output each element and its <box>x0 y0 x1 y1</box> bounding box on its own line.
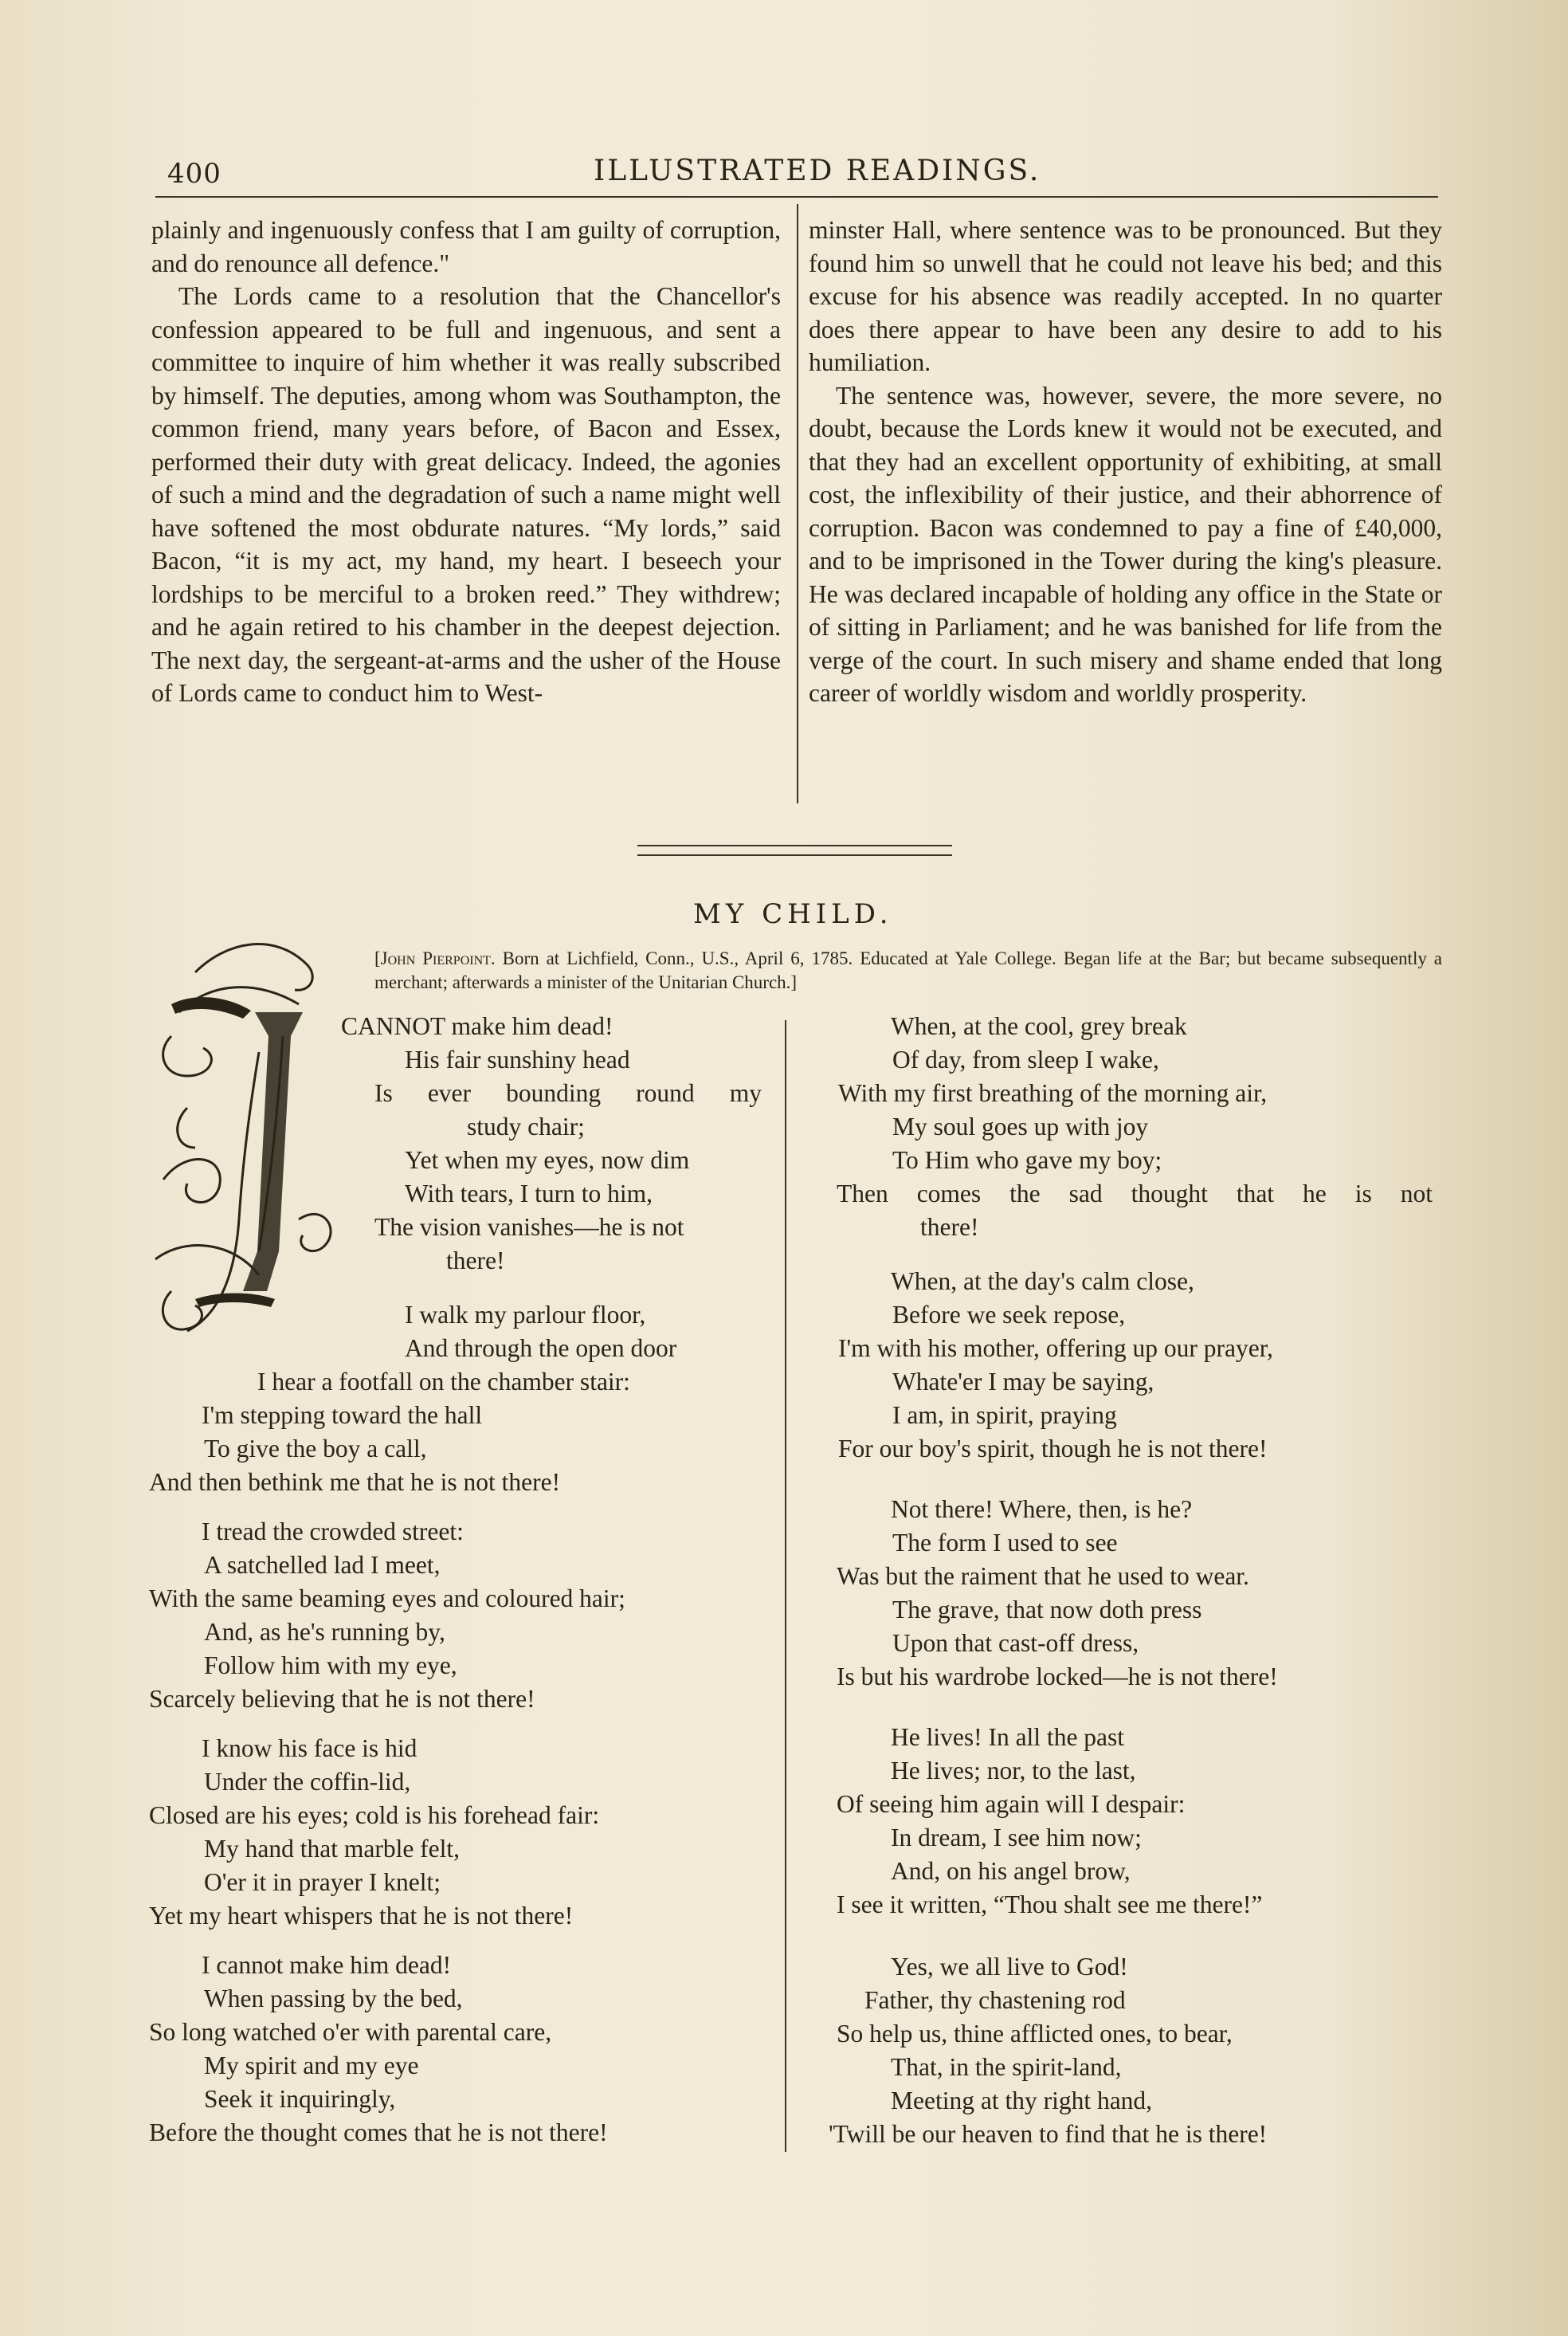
poem-line: Then comes the sad thought that he is not <box>837 1180 1433 1207</box>
poem-line: Before the thought comes that he is not there! <box>149 2118 608 2146</box>
poem-line: Yes, we all live to God! <box>891 1953 1128 1981</box>
poem-line: Under the coffin-lid, <box>204 1768 411 1796</box>
poem-line: When passing by the bed, <box>204 1985 463 2012</box>
poem-line: Before we seek repose, <box>892 1301 1126 1329</box>
poem-title: MY CHILD. <box>693 898 893 930</box>
poem-line: And through the open door <box>405 1334 677 1362</box>
poem-line: His fair sunshiny head <box>405 1046 630 1074</box>
poem-line: So help us, thine afflicted ones, to bear, <box>837 2020 1233 2047</box>
poem-line: Yet my heart whispers that he is not there! <box>149 1902 574 1930</box>
poem-line: CANNOT make him dead! <box>341 1012 613 1040</box>
poem-line: A satchelled lad I meet, <box>204 1551 441 1579</box>
poem-line: To give the boy a call, <box>204 1435 427 1462</box>
poem-line: Was but the raiment that he used to wear. <box>837 1562 1249 1590</box>
poem-line: My hand that marble felt, <box>204 1835 461 1863</box>
author-bio: [John Pierpoint. Born at Lichfield, Conn., U.S., April 6, 1785. Educated at Yale College. Began life at the Bar; but became subsequently a merchant; afterwards a minister of the Unitarian Church.] <box>374 948 1442 992</box>
paragraph: The sentence was, however, severe, the more severe, no doubt, because the Lords knew it would not be executed, and that they had an excellent opportunity of exhibiting, at small cost, the inflexibility of their justice, and their abhorrence of corruption. Bacon was condemned to pay a fine of £40,000, and to be imprisoned in the Tower during the king's pleasure. He was declared incapable of holding any office in the State or of sitting in Parliament; and he was banished for life from the verge of the court. In such misery and shame ended that long career of worldly wisdom and worldly prosperity. <box>809 381 1442 707</box>
poem-line: That, in the spirit-land, <box>891 2053 1122 2081</box>
poem-line: In dream, I see him now; <box>891 1824 1142 1851</box>
poem-line: With my first breathing of the morning air, <box>838 1079 1268 1107</box>
poem-line: So long watched o'er with parental care, <box>149 2018 552 2046</box>
poem-line: I am, in spirit, praying <box>892 1401 1117 1429</box>
paragraph: minster Hall, where sentence was to be pronounced. But they found him so unwell that he could not leave his bed; and this excuse for his absence was readily accepted. In no quarter does there appear to have been any desire to add to his humiliation. <box>809 216 1442 376</box>
poem-line: The grave, that now doth press <box>892 1596 1202 1623</box>
poem-line: Seek it inquiringly, <box>204 2085 396 2113</box>
poem-line: And then bethink me that he is not there! <box>149 1468 561 1496</box>
poem-line: He lives; nor, to the last, <box>891 1757 1136 1784</box>
poem-line: With the same beaming eyes and coloured hair; <box>149 1584 625 1612</box>
ornamental-drop-initial-i-icon <box>139 917 363 1363</box>
section-separator-bottom <box>637 854 952 856</box>
poem-line: I cannot make him dead! <box>202 1951 452 1979</box>
poem-line: For our boy's spirit, though he is not there! <box>838 1435 1268 1462</box>
poem-line: there! <box>446 1247 505 1274</box>
poem-line: My spirit and my eye <box>204 2051 419 2079</box>
poem-line: And, on his angel brow, <box>891 1857 1131 1885</box>
page-header <box>159 151 1434 191</box>
poem-line: O'er it in prayer I knelt; <box>204 1868 441 1896</box>
poem-line: I tread the crowded street: <box>202 1517 464 1545</box>
author-name: John Pierpoint. <box>380 948 496 968</box>
poem-line: I walk my parlour floor, <box>405 1301 646 1329</box>
running-title: ILLUSTRATED READINGS. <box>594 155 1041 187</box>
poem-line: Not there! Where, then, is he? <box>891 1495 1193 1523</box>
poem-line: there! <box>920 1213 979 1241</box>
poem-line: Follow him with my eye, <box>204 1651 457 1679</box>
poem-line: Meeting at thy right hand, <box>891 2087 1153 2114</box>
poem-line: The form I used to see <box>892 1529 1118 1557</box>
poem-line: Of day, from sleep I wake, <box>892 1046 1159 1074</box>
poem-line: Is but his wardrobe locked—he is not there! <box>837 1663 1278 1690</box>
column-divider <box>797 204 798 803</box>
poem-line: Father, thy chastening rod <box>864 1986 1126 2014</box>
page-number: 400 <box>167 158 221 190</box>
poem-line: When, at the cool, grey break <box>891 1012 1187 1040</box>
poem-line: 'Twill be our heaven to find that he is there! <box>829 2120 1268 2148</box>
poem-line: When, at the day's calm close, <box>891 1267 1194 1295</box>
author-bio-text: Born at Lichfield, Conn., U.S., April 6, 1785. Educated at Yale College. Began life at the Bar; but became subsequently a merchant; afterwards a minister of the Unitarian Church.] <box>374 948 1442 992</box>
section-separator-top <box>637 845 952 846</box>
header-rule <box>155 196 1438 198</box>
poem-line: Whate'er I may be saying, <box>892 1368 1154 1396</box>
poem-line: He lives! In all the past <box>891 1723 1125 1751</box>
prose-right-column <box>809 214 1442 710</box>
poem-line: Closed are his eyes; cold is his forehead fair: <box>149 1801 600 1829</box>
poem-line: The vision vanishes—he is not <box>374 1213 684 1241</box>
poem-line: To Him who gave my boy; <box>892 1146 1162 1174</box>
poem-line: Of seeing him again will I despair: <box>837 1790 1186 1818</box>
poem-line: Upon that cast-off dress, <box>892 1629 1139 1657</box>
poem-line: I'm stepping toward the hall <box>202 1401 483 1429</box>
poem-line: I see it written, “Thou shalt see me there!” <box>837 1890 1263 1918</box>
poem-line: With tears, I turn to him, <box>405 1180 653 1207</box>
poem-line: I hear a footfall on the chamber stair: <box>257 1368 630 1396</box>
paragraph: plainly and ingenuously confess that I am guilty of corruption, and do renounce all defence." <box>151 216 781 277</box>
poem-line: study chair; <box>467 1113 585 1141</box>
poem-line: Scarcely believing that he is not there! <box>149 1685 535 1713</box>
poem-line: Is ever bounding round my <box>374 1079 762 1107</box>
paragraph: The Lords came to a resolution that the Chancellor's confession appeared to be full and ingenuous, and sent a committee to inquire of him whether it was really subscribed by himself. The deputies, among whom was Southampton, the common friend, many years before, of Bacon and Essex, performed their duty with great delicacy. Indeed, the agonies of such a mind and the degradation of such a name might well have softened the most obdurate natures. “My lords,” said Bacon, “it is my act, my hand, my heart. I beseech your lordships to be merciful to a broken reed.” They withdrew; and he again retired to his chamber in the deepest dejection. The next day, the sergeant-at-arms and the usher of the House of Lords came to conduct him to West- <box>151 282 781 707</box>
prose-left-column <box>151 214 781 710</box>
poem-line: Yet when my eyes, now dim <box>405 1146 690 1174</box>
poem-column-divider <box>785 1020 786 2152</box>
poem-line: I'm with his mother, offering up our prayer, <box>838 1334 1273 1362</box>
poem-line: And, as he's running by, <box>204 1618 445 1646</box>
poem-line: My soul goes up with joy <box>892 1113 1149 1141</box>
poem-line: I know his face is hid <box>202 1734 417 1762</box>
